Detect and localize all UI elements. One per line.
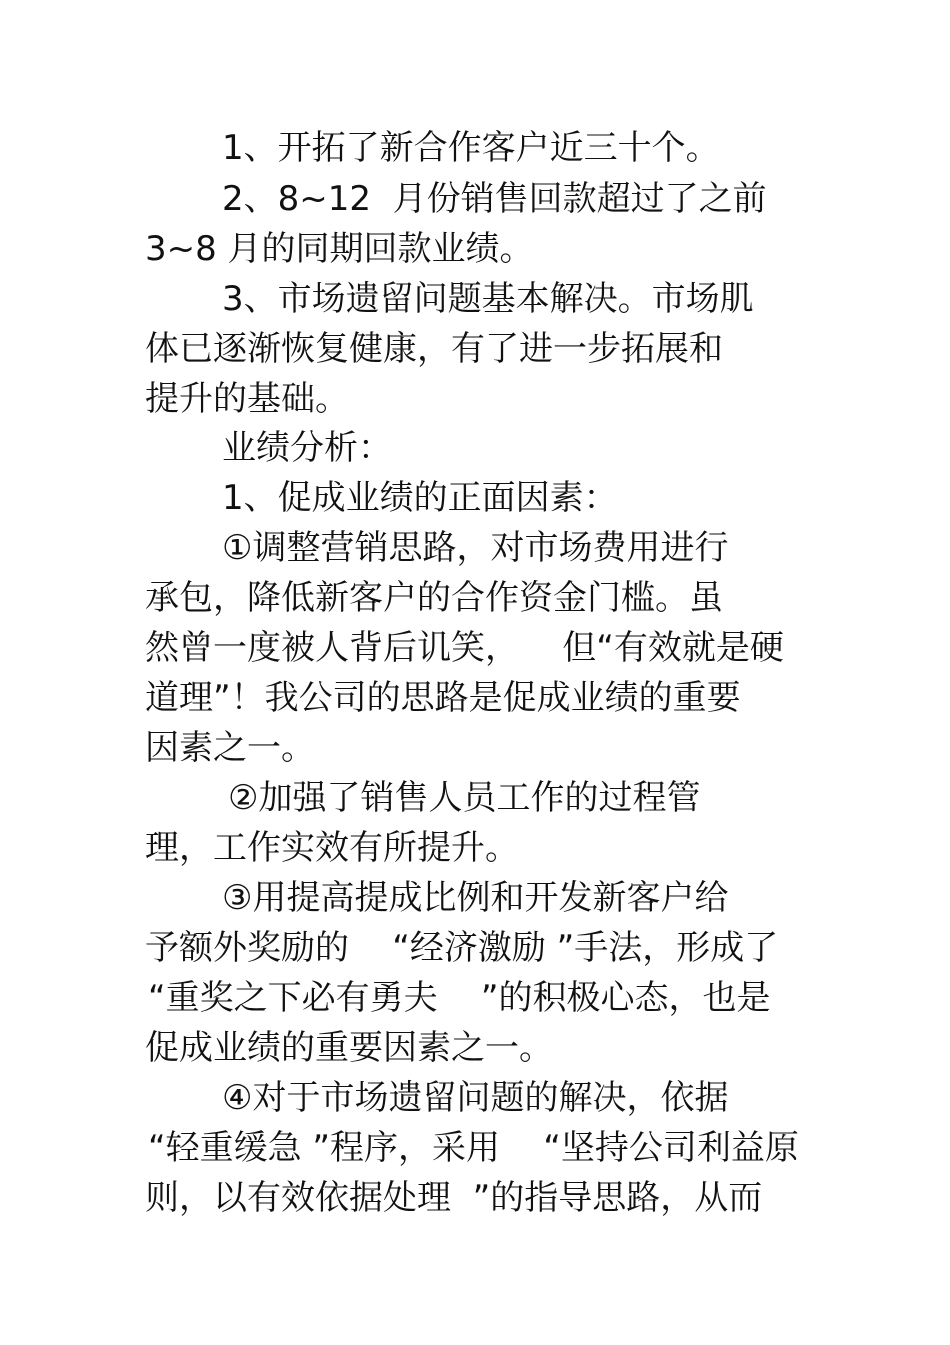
paragraph-line-14: ②加强了销售人员工作的过程管 xyxy=(228,778,701,818)
paragraph-line-5: 体已逐渐恢复健康，有了进一步拓展和 xyxy=(145,329,723,369)
paragraph-line-16: ③用提高提成比例和开发新客户给 xyxy=(222,878,729,918)
paragraph-line-11: 然曾一度被人背后讥笑， 但“有效就是硬 xyxy=(145,628,784,668)
section-heading: 业绩分析： xyxy=(222,428,392,468)
paragraph-line-13: 因素之一。 xyxy=(145,728,315,768)
paragraph-line-21: “轻重缓急 ”程序，采用 “坚持公司利益原 xyxy=(148,1128,799,1168)
paragraph-line-22: 则，以有效依据处理 ”的指导思路，从而 xyxy=(145,1178,763,1218)
paragraph-line-17: 予额外奖励的 “经济激励 ”手法，形成了 xyxy=(145,928,779,968)
paragraph-line-15: 理，工作实效有所提升。 xyxy=(145,828,519,868)
paragraph-line-20: ④对于市场遗留问题的解决，依据 xyxy=(222,1078,729,1118)
paragraph-line-19: 促成业绩的重要因素之一。 xyxy=(145,1028,553,1068)
paragraph-line-9: ①调整营销思路，对市场费用进行 xyxy=(222,528,729,568)
paragraph-line-3: 3~8 月的同期回款业绩。 xyxy=(145,229,534,269)
paragraph-line-2: 2、8~12 月份销售回款超过了之前 xyxy=(222,179,767,219)
paragraph-line-18: “重奖之下必有勇夫 ”的积极心态，也是 xyxy=(148,978,771,1018)
paragraph-line-10: 承包，降低新客户的合作资金门槛。虽 xyxy=(145,578,723,618)
paragraph-line-8: 1、促成业绩的正面因素： xyxy=(222,478,618,518)
paragraph-line-4: 3、市场遗留问题基本解决。市场肌 xyxy=(222,279,754,319)
paragraph-line-12: 道理”！我公司的思路是促成业绩的重要 xyxy=(145,678,741,718)
paragraph-line-6: 提升的基础。 xyxy=(145,379,349,419)
paragraph-line-1: 1、开拓了新合作客户近三十个。 xyxy=(222,128,720,168)
